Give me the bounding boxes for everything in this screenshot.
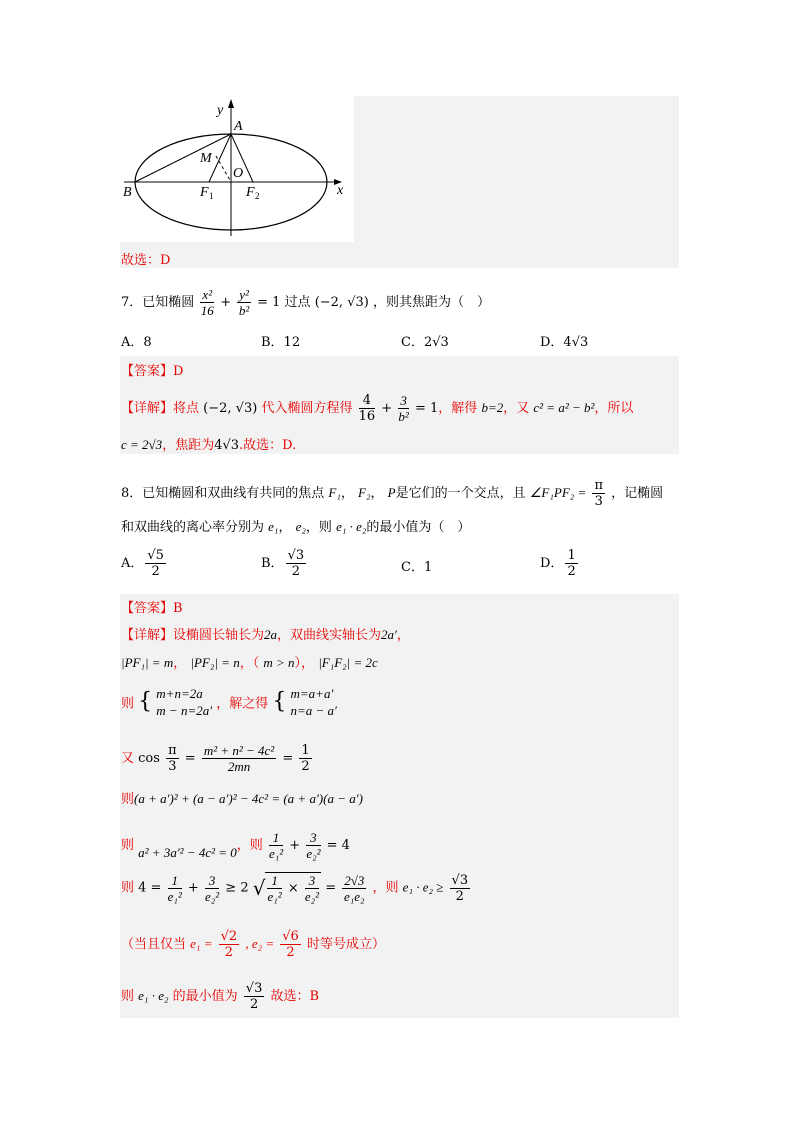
q7-option-d: D．4√3 <box>540 335 589 350</box>
q8-option-d: D． $\frac{1}{2}$ <box>540 548 576 579</box>
q8-detail-line3: 则 { m+n=2a m − n=2a′ ，解之得 { m=a+a′ n=a − a′ <box>121 686 337 718</box>
q8-detail-line2: |PF₁| = m， |PF₂| = n，（ m > n）， |F₁F₂| = 2c <box>121 655 378 671</box>
label-x: x <box>337 183 344 198</box>
q8-detail-line9: 则 e₁ · e₂ 的最小值为 $\frac{√3}{2}$ 故选：B <box>121 981 320 1012</box>
label-y: y <box>217 103 224 118</box>
q8-detail-line4: 又 cos $\frac{\pi}{3}$ = $\frac{\text{m² + n² − 4c²}}{2mn}$ = $\frac{1}{2}$ <box>121 743 310 774</box>
ellipse-diagram <box>120 96 354 242</box>
q8-detail-line7: 则 4 = $\frac{1}{\text{e₁²}}$ + $\frac{3}{\text{e₂²}}$ ≥ 2 √ $\frac{1}{\text{e₁²}}$ × $\frac{3}{\text{e₂²}}$ = $\frac{2√3}{\text{e₁e₂}}$ ，则 e₁ · e₂ ≥ $\frac{√3}{2}$ <box>121 872 469 904</box>
label-O: O <box>233 166 244 181</box>
ellipse-figure <box>120 96 354 246</box>
q8-detail-line5: 则(a + a′)² + (a − a′)² − 4c² = (a + a′)(a − a′) <box>121 791 363 807</box>
q8-stem-line2: 和双曲线的离心率分别为 e₁， e₂，则 e₁ · e₂的最小值为（ ） <box>121 519 471 535</box>
q7-detail-line2: c = 2√3，焦距为4√3.故选：D. <box>121 437 297 453</box>
q8-option-b: B． $\frac{√3}{2}$ <box>261 548 305 579</box>
label-F2: F <box>246 185 255 200</box>
q7-stem: 7．已知椭圆 $\frac{\text{x²}}{16}$ + $\frac{\text{y²}}{\text{b²}}$ = 1 过点 (−2, √3) ，则其焦距为（ ） <box>121 287 490 318</box>
q7-option-c: C．2√3 <box>401 335 449 350</box>
q7-option-b: B．12 <box>261 335 301 350</box>
q8-detail-line1: 【详解】设椭圆长轴长为2a，双曲线实轴长为2a′， <box>121 627 410 643</box>
label-F1: F <box>200 185 209 200</box>
q7-answer: 【答案】D <box>121 364 184 379</box>
label-A: A <box>234 119 243 134</box>
label-B: B <box>123 185 132 200</box>
q8-option-a: A． $\frac{√5}{2}$ <box>121 548 164 579</box>
q7-detail-line1: 【详解】将点 (−2, √3) 代入椭圆方程得 $\frac{4}{16}$ + $\frac{3}{\text{b²}}$ = 1，解得 b=2，又 c² = a² − b²，所以 <box>121 393 634 424</box>
q8-detail-line8: （当且仅当 e₁ = $\frac{√2}{2}$ , e₂ = $\frac{√6}{2}$ 时等号成立） <box>121 929 385 960</box>
label-M: M <box>200 151 212 166</box>
q6-conclusion: 故选：D <box>121 253 171 268</box>
label-F1-sub: 1 <box>209 191 214 201</box>
q8-option-c: C．1 <box>401 560 433 575</box>
q7-option-a: A．8 <box>121 335 152 350</box>
q8-answer: 【答案】B <box>121 601 183 616</box>
q8-detail-line6: 则 a² + 3a′² − 4c² = 0，则 $\frac{1}{\text{e₁²}}$ + $\frac{3}{\text{e₂²}}$ = 4 <box>121 830 350 861</box>
q8-stem-line1: 8．已知椭圆和双曲线有共同的焦点 F₁， F₂， P是它们的一个交点，且 ∠F₁PF₂ = $\frac{\pi}{3}$ ，记椭圆 <box>121 478 664 509</box>
label-F2-sub: 2 <box>255 191 260 201</box>
